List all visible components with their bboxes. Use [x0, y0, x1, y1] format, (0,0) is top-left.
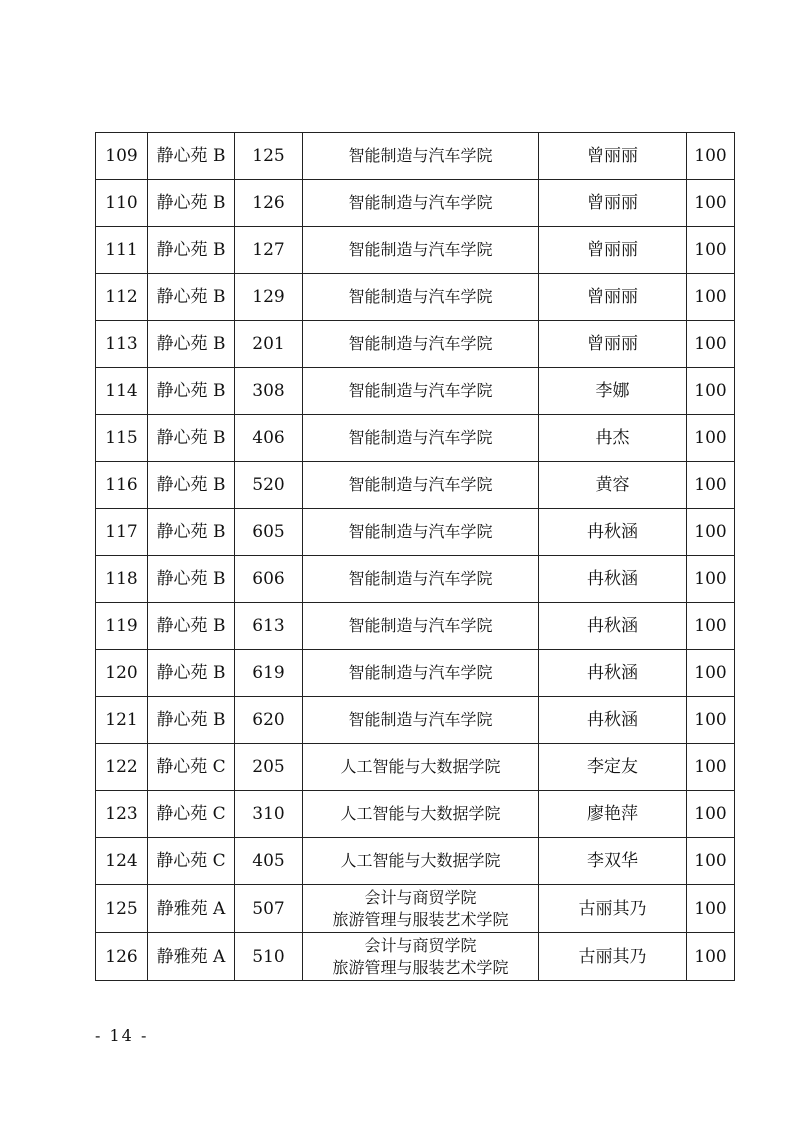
college-cell	[303, 697, 539, 744]
college-cell	[303, 933, 539, 981]
college-cell	[303, 274, 539, 321]
person-cell: 古丽其乃	[539, 885, 687, 933]
room-cell: 127	[235, 227, 303, 274]
room-cell: 406	[235, 415, 303, 462]
table-row	[96, 697, 735, 744]
room-cell: 507	[235, 885, 303, 933]
building-cell: 静心苑 B	[148, 509, 235, 556]
score-cell: 100	[687, 227, 735, 274]
person-cell: 冉秋涵	[539, 650, 687, 697]
table-row	[96, 885, 735, 933]
college-name: 智能制造与汽车学院	[348, 287, 493, 306]
room-cell: 620	[235, 697, 303, 744]
table-row	[96, 321, 735, 368]
table-row	[96, 368, 735, 415]
person-cell: 冉杰	[539, 415, 687, 462]
college-name: 智能制造与汽车学院	[348, 663, 493, 682]
score-cell: 100	[687, 697, 735, 744]
college-name: 人工智能与大数据学院	[340, 851, 501, 870]
college-name: 智能制造与汽车学院	[348, 710, 493, 729]
room-cell: 310	[235, 791, 303, 838]
dormitory-score-table	[95, 132, 735, 981]
college-name: 智能制造与汽车学院	[348, 428, 493, 447]
college-name: 智能制造与汽车学院	[348, 334, 493, 353]
row-number-cell: 122	[96, 744, 148, 791]
building-cell: 静心苑 B	[148, 274, 235, 321]
person-cell: 古丽其乃	[539, 933, 687, 981]
row-number-cell: 120	[96, 650, 148, 697]
score-cell: 100	[687, 321, 735, 368]
room-cell: 308	[235, 368, 303, 415]
college-name: 人工智能与大数据学院	[340, 757, 501, 776]
row-number-cell: 117	[96, 509, 148, 556]
table-row	[96, 133, 735, 180]
college-cell	[303, 415, 539, 462]
building-cell: 静心苑 C	[148, 838, 235, 885]
row-number-cell: 119	[96, 603, 148, 650]
score-cell: 100	[687, 556, 735, 603]
room-cell: 605	[235, 509, 303, 556]
row-number-cell: 111	[96, 227, 148, 274]
table-row	[96, 274, 735, 321]
college-cell	[303, 556, 539, 603]
room-cell: 619	[235, 650, 303, 697]
table-body	[96, 133, 735, 981]
college-cell	[303, 180, 539, 227]
room-cell: 129	[235, 274, 303, 321]
score-cell: 100	[687, 509, 735, 556]
table-row	[96, 509, 735, 556]
college-cell	[303, 885, 539, 933]
college-name: 智能制造与汽车学院	[348, 146, 493, 165]
college-name: 智能制造与汽车学院	[348, 569, 493, 588]
person-cell: 冉秋涵	[539, 697, 687, 744]
score-cell: 100	[687, 180, 735, 227]
room-cell: 520	[235, 462, 303, 509]
person-cell: 廖艳萍	[539, 791, 687, 838]
room-cell: 201	[235, 321, 303, 368]
row-number-cell: 114	[96, 368, 148, 415]
college-name: 旅游管理与服装艺术学院	[332, 909, 509, 929]
row-number-cell: 116	[96, 462, 148, 509]
building-cell: 静心苑 B	[148, 697, 235, 744]
building-cell: 静心苑 B	[148, 556, 235, 603]
person-cell: 冉秋涵	[539, 509, 687, 556]
building-cell: 静心苑 B	[148, 415, 235, 462]
table-row	[96, 180, 735, 227]
table-row	[96, 933, 735, 981]
college-cell	[303, 791, 539, 838]
score-cell: 100	[687, 415, 735, 462]
room-cell: 606	[235, 556, 303, 603]
row-number-cell: 109	[96, 133, 148, 180]
person-cell: 曾丽丽	[539, 227, 687, 274]
building-cell: 静心苑 C	[148, 744, 235, 791]
person-cell: 曾丽丽	[539, 133, 687, 180]
college-cell	[303, 321, 539, 368]
person-cell: 李定友	[539, 744, 687, 791]
building-cell: 静心苑 B	[148, 650, 235, 697]
college-name: 旅游管理与服装艺术学院	[332, 957, 509, 977]
row-number-cell: 124	[96, 838, 148, 885]
college-name: 智能制造与汽车学院	[348, 381, 493, 400]
building-cell: 静心苑 B	[148, 227, 235, 274]
building-cell: 静心苑 B	[148, 133, 235, 180]
row-number-cell: 110	[96, 180, 148, 227]
table-row	[96, 227, 735, 274]
score-cell: 100	[687, 933, 735, 981]
table-row	[96, 838, 735, 885]
table-row	[96, 650, 735, 697]
college-cell	[303, 462, 539, 509]
college-cell	[303, 603, 539, 650]
person-cell: 冉秋涵	[539, 603, 687, 650]
person-cell: 曾丽丽	[539, 321, 687, 368]
score-cell: 100	[687, 462, 735, 509]
building-cell: 静雅苑 A	[148, 933, 235, 981]
score-cell: 100	[687, 133, 735, 180]
college-cell	[303, 368, 539, 415]
table-row	[96, 744, 735, 791]
building-cell: 静心苑 B	[148, 180, 235, 227]
person-cell: 冉秋涵	[539, 556, 687, 603]
score-cell: 100	[687, 885, 735, 933]
college-cell	[303, 650, 539, 697]
college-name: 智能制造与汽车学院	[348, 240, 493, 259]
row-number-cell: 123	[96, 791, 148, 838]
row-number-cell: 125	[96, 885, 148, 933]
score-cell: 100	[687, 274, 735, 321]
college-name: 人工智能与大数据学院	[340, 804, 501, 823]
room-cell: 510	[235, 933, 303, 981]
person-cell: 李双华	[539, 838, 687, 885]
table-row	[96, 462, 735, 509]
college-name: 智能制造与汽车学院	[348, 616, 493, 635]
college-name: 会计与商贸学院	[364, 935, 477, 955]
row-number-cell: 121	[96, 697, 148, 744]
person-cell: 曾丽丽	[539, 180, 687, 227]
score-cell: 100	[687, 744, 735, 791]
table-row	[96, 556, 735, 603]
score-cell: 100	[687, 603, 735, 650]
score-cell: 100	[687, 650, 735, 697]
room-cell: 125	[235, 133, 303, 180]
room-cell: 205	[235, 744, 303, 791]
building-cell: 静心苑 B	[148, 603, 235, 650]
person-cell: 曾丽丽	[539, 274, 687, 321]
table-row	[96, 415, 735, 462]
college-name: 会计与商贸学院	[364, 887, 477, 907]
college-cell	[303, 744, 539, 791]
building-cell: 静心苑 B	[148, 321, 235, 368]
college-name: 智能制造与汽车学院	[348, 193, 493, 212]
college-name: 智能制造与汽车学院	[348, 522, 493, 541]
row-number-cell: 126	[96, 933, 148, 981]
college-cell	[303, 133, 539, 180]
person-cell: 李娜	[539, 368, 687, 415]
person-cell: 黄容	[539, 462, 687, 509]
building-cell: 静心苑 B	[148, 462, 235, 509]
score-cell: 100	[687, 368, 735, 415]
building-cell: 静心苑 B	[148, 368, 235, 415]
college-cell	[303, 509, 539, 556]
room-cell: 405	[235, 838, 303, 885]
college-cell	[303, 227, 539, 274]
row-number-cell: 112	[96, 274, 148, 321]
room-cell: 613	[235, 603, 303, 650]
room-cell: 126	[235, 180, 303, 227]
table-row	[96, 603, 735, 650]
score-cell: 100	[687, 791, 735, 838]
table-row	[96, 791, 735, 838]
building-cell: 静心苑 C	[148, 791, 235, 838]
college-cell	[303, 838, 539, 885]
row-number-cell: 115	[96, 415, 148, 462]
row-number-cell: 113	[96, 321, 148, 368]
college-name: 智能制造与汽车学院	[348, 475, 493, 494]
score-cell: 100	[687, 838, 735, 885]
row-number-cell: 118	[96, 556, 148, 603]
building-cell: 静雅苑 A	[148, 885, 235, 933]
page-number: - 14 -	[95, 1026, 149, 1045]
